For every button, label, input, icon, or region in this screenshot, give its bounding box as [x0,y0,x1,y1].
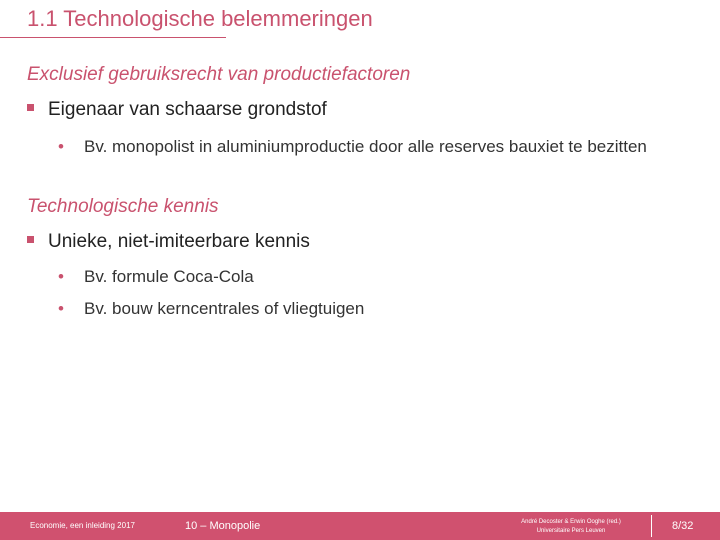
round-bullet-icon: • [58,137,64,156]
bullet-text: Unieke, niet-imiteerbare kennis [48,231,310,252]
footer-authors-line2: Universitaire Pers Leuven [536,528,606,534]
sub-bullet-nuclear-aircraft [58,296,698,321]
sub-bullet-text: Bv. formule Coca-Cola [84,267,254,286]
round-bullet-icon: • [58,299,64,318]
footer-chapter: 10 – Monopolie [185,520,261,532]
sub-bullet-coca-cola [58,264,698,289]
bullet-text: Eigenaar van schaarse grondstof [48,99,327,120]
footer-divider [651,515,652,537]
slide-title: 1.1 Technologische belemmeringen [27,6,373,31]
bullet-unique-knowledge [27,231,310,253]
section-heading-exclusive-use: Exclusief gebruiksrecht van productiefactoren [27,64,411,85]
sub-bullet-text: Bv. bouw kerncentrales of vliegtuigen [84,299,365,318]
section-heading-technology: Technologische kennis [27,196,219,217]
footer-authors-line1: André Decoster & Erwin Ooghe (red.) [521,519,621,525]
round-bullet-icon: • [58,267,64,286]
footer-authors [496,518,646,536]
title-underline [0,37,226,38]
sub-bullet-text: Bv. monopolist in aluminiumproductie door alle reserves bauxiet te bezitten [84,137,647,156]
footer-course: Economie, een inleiding 2017 [30,521,135,530]
square-bullet-icon [27,104,34,111]
footer-bar [0,512,720,540]
page-number: 8/32 [672,520,694,532]
sub-bullet-aluminium [58,134,698,159]
bullet-scarce-resource [27,99,327,121]
square-bullet-icon [27,236,34,243]
